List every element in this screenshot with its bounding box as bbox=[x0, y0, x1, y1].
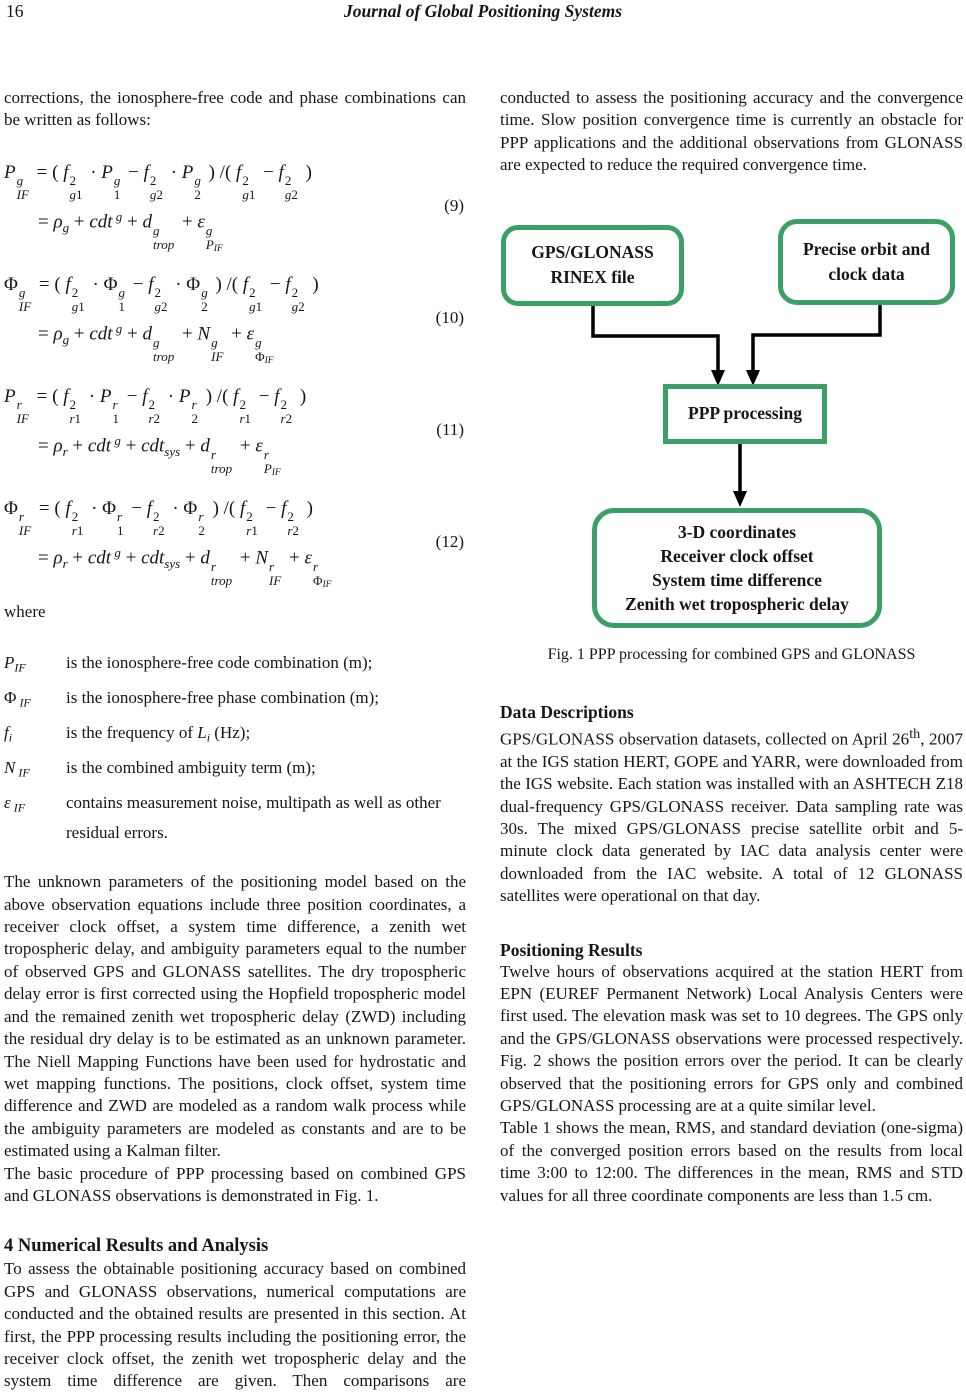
definition-row bbox=[4, 753, 466, 788]
equation-9-line1: P g IF = ( f 2 g1 · P g 1 − f 2 g2 · P g 2 ) /( f 2 g1 − f 2 g2 ) bbox=[4, 161, 312, 202]
heading-data-descriptions: Data Descriptions bbox=[500, 701, 634, 722]
equation-10 bbox=[4, 270, 466, 366]
flowchart-output-line4: Zenith wet tropospheric delay bbox=[625, 593, 849, 614]
flowchart-box-rinex-line2: RINEX file bbox=[550, 267, 635, 288]
equation-12-number: (12) bbox=[435, 531, 464, 551]
para-basic-procedure: The basic procedure of PPP processing based on combined GPS and GLONASS observations is demonstrated in Fig. 1. bbox=[4, 1163, 466, 1205]
definition-desc: contains measurement noise, multipath as well as other residual errors. bbox=[66, 793, 441, 842]
flowchart-output-line2: Receiver clock offset bbox=[660, 545, 814, 566]
flowchart-box-orbit-clock bbox=[778, 219, 955, 305]
equation-11 bbox=[4, 382, 466, 478]
equation-11-number: (11) bbox=[436, 419, 464, 439]
equation-11-line2: = $\rho_r$ + cdt $^g$ + cdt$_{sys}$ + d r trop + ε r $P_{IF}$ bbox=[38, 433, 281, 478]
heading-numerical-results: 4 Numerical Results and Analysis bbox=[4, 1236, 269, 1257]
definition-row bbox=[4, 788, 466, 847]
where-label: where bbox=[4, 601, 46, 621]
journal-title: Journal of Global Positioning Systems bbox=[343, 1, 623, 21]
definition-term: N $_{IF}$ bbox=[4, 758, 30, 780]
flowchart-box-orbit-line2: clock data bbox=[828, 263, 905, 284]
equation-10-number: (10) bbox=[435, 307, 464, 327]
para-conducted: conducted to assess the positioning accuracy and the convergence time. Slow position convergence time is currently an obstacle for PPP applications and the additional observations from GLONASS are expected to reduce the required convergence time. bbox=[500, 88, 963, 175]
page-number: 16 bbox=[6, 1, 24, 21]
flowchart-output-line3: System time difference bbox=[652, 569, 822, 590]
definition-term: $f_i$ bbox=[4, 723, 13, 745]
flowchart-output-line1: 3-D coordinates bbox=[677, 521, 797, 542]
symbol-definitions bbox=[4, 648, 466, 847]
para-twelve-hours: Twelve hours of observations acquired at the station HERT from EPN (EUREF Permanent Network) Local Analysis Centers were first used. The elevation mask was set to 10 degrees. The GPS only and the GPS/GLONASS observations were processed respectively. Fig. 2 shows the position errors over the period. It can be clearly observed that the positioning errors for GPS only and combined GPS/GLONASS processing are at a quite similar level. bbox=[500, 961, 963, 1115]
definition-row bbox=[4, 683, 466, 718]
definition-desc: is the frequency of $L_i$ (Hz); bbox=[66, 723, 251, 745]
flowchart-box-outputs bbox=[592, 508, 882, 628]
equation-10-line2: = $\rho_g$ + cdt $^g$ + d g trop + N g IF + ε g $\Phi_{IF}$ bbox=[38, 321, 274, 366]
equation-12-line2: = $\rho_r$ + cdt $^g$ + cdt$_{sys}$ + d r trop + N r IF + ε r $\Phi_{IF}$ bbox=[38, 545, 332, 590]
equation-9 bbox=[4, 158, 466, 254]
definition-term: ε $_{IF}$ bbox=[4, 793, 26, 815]
definition-term: $P_{IF}$ bbox=[4, 652, 26, 675]
definition-desc: is the combined ambiguity term (m); bbox=[66, 758, 316, 778]
equations-block bbox=[4, 158, 466, 590]
figure-1-caption: Fig. 1 PPP processing for combined GPS and GLONASS bbox=[547, 645, 916, 663]
flowchart-box-ppp-label: PPP processing bbox=[688, 403, 802, 424]
arrow-down-icon bbox=[733, 491, 747, 507]
definition-row bbox=[4, 648, 466, 683]
definition-term: Φ $_{IF}$ bbox=[4, 687, 31, 710]
flowchart-box-orbit-line1: Precise orbit and bbox=[802, 238, 931, 259]
equation-12 bbox=[4, 494, 466, 590]
definition-row bbox=[4, 718, 466, 753]
heading-positioning-results: Positioning Results bbox=[500, 939, 643, 960]
equation-9-number: (9) bbox=[444, 195, 464, 215]
equation-10-line1: Φ g IF = ( f 2 g1 · Φ g 1 − f 2 g2 · Φ g 2 ) /( f 2 g1 − f 2 g2 ) bbox=[4, 273, 319, 314]
para-corrections: corrections, the ionosphere-free code and phase combinations can be written as follows: bbox=[4, 88, 466, 130]
definition-desc: is the ionosphere-free code combination (m); bbox=[66, 652, 373, 672]
para-unknown-parameters: The unknown parameters of the positioning model based on the above observation equations include three position coordinates, a receiver clock offset, a system time difference, a zenith wet tropospheric delay, and ambiguity parameters equal to the number of observed GPS and GLONASS satellites. The dry tropospheric delay error is first corrected using the Hopfield tropospheric model and the remained zenith wet tropospheric delay (ZWD) including the residual dry delay is to be estimated as an unknown parameter. The Niell Mapping Functions have been used for hydrostatic and wet mapping functions. The positions, clock offset, system time difference and ZWD are modeled as a random walk process while the ambiguity parameters are modeled as constants and are to be estimated using a Kalman filter. bbox=[4, 872, 466, 1161]
flowchart-box-rinex bbox=[501, 225, 684, 306]
equation-12-line1: Φ r IF = ( f 2 r1 · Φ r 1 − f 2 r2 · Φ r 2 ) /( f 2 r1 − f 2 r2 ) bbox=[4, 497, 313, 539]
flowchart-box-rinex-line1: GPS/GLONASS bbox=[531, 242, 654, 263]
para-table1-summary: Table 1 shows the mean, RMS, and standard deviation (one-sigma) of the converged position errors based on the results from local time 3:00 to 12:00. The differences in the mean, RMS and STD values for all three coordinate components are less than 1.5 cm. bbox=[500, 1118, 963, 1205]
flowchart-box-ppp-processing bbox=[663, 384, 827, 444]
definition-desc: is the ionosphere-free phase combination (m); bbox=[66, 687, 379, 707]
equation-9-line2: = $\rho_g$ + cdt $^g$ + d g trop + ε g $P_{IF}$ bbox=[38, 209, 223, 254]
equation-11-line1: P r IF = ( f 2 r1 · P r 1 − f 2 r2 · P r 2 ) /( f 2 r1 − f 2 r2 ) bbox=[4, 385, 307, 427]
para-to-assess: To assess the obtainable positioning accuracy based on combined GPS and GLONASS observations, numerical computations are conducted and the obtained results are presented in this section. At first, the PPP processing results including the positioning error, the receiver clock offset, the zenith wet tropospheric delay and the system time difference are given. Then comparisons are bbox=[4, 1259, 466, 1391]
para-data-descriptions: GPS/GLONASS observation datasets, collected on April 26th, 2007 at the IGS station HERT, GOPE and YARR, were downloaded from the IGS website. Each station was installed with an ASHTECH Z18 dual-frequency GPS/GLONASS receiver. Data sampling rate was 30s. The mixed GPS/GLONASS precise satellite orbit and 5-minute clock data generated by IAC data analysis center were downloaded from the IAC website. A total of 12 GLONASS satellites were operational on that day. bbox=[500, 725, 963, 906]
right-column bbox=[500, 87, 963, 1207]
flowchart-fig1 bbox=[500, 218, 963, 628]
left-column bbox=[4, 87, 466, 1393]
